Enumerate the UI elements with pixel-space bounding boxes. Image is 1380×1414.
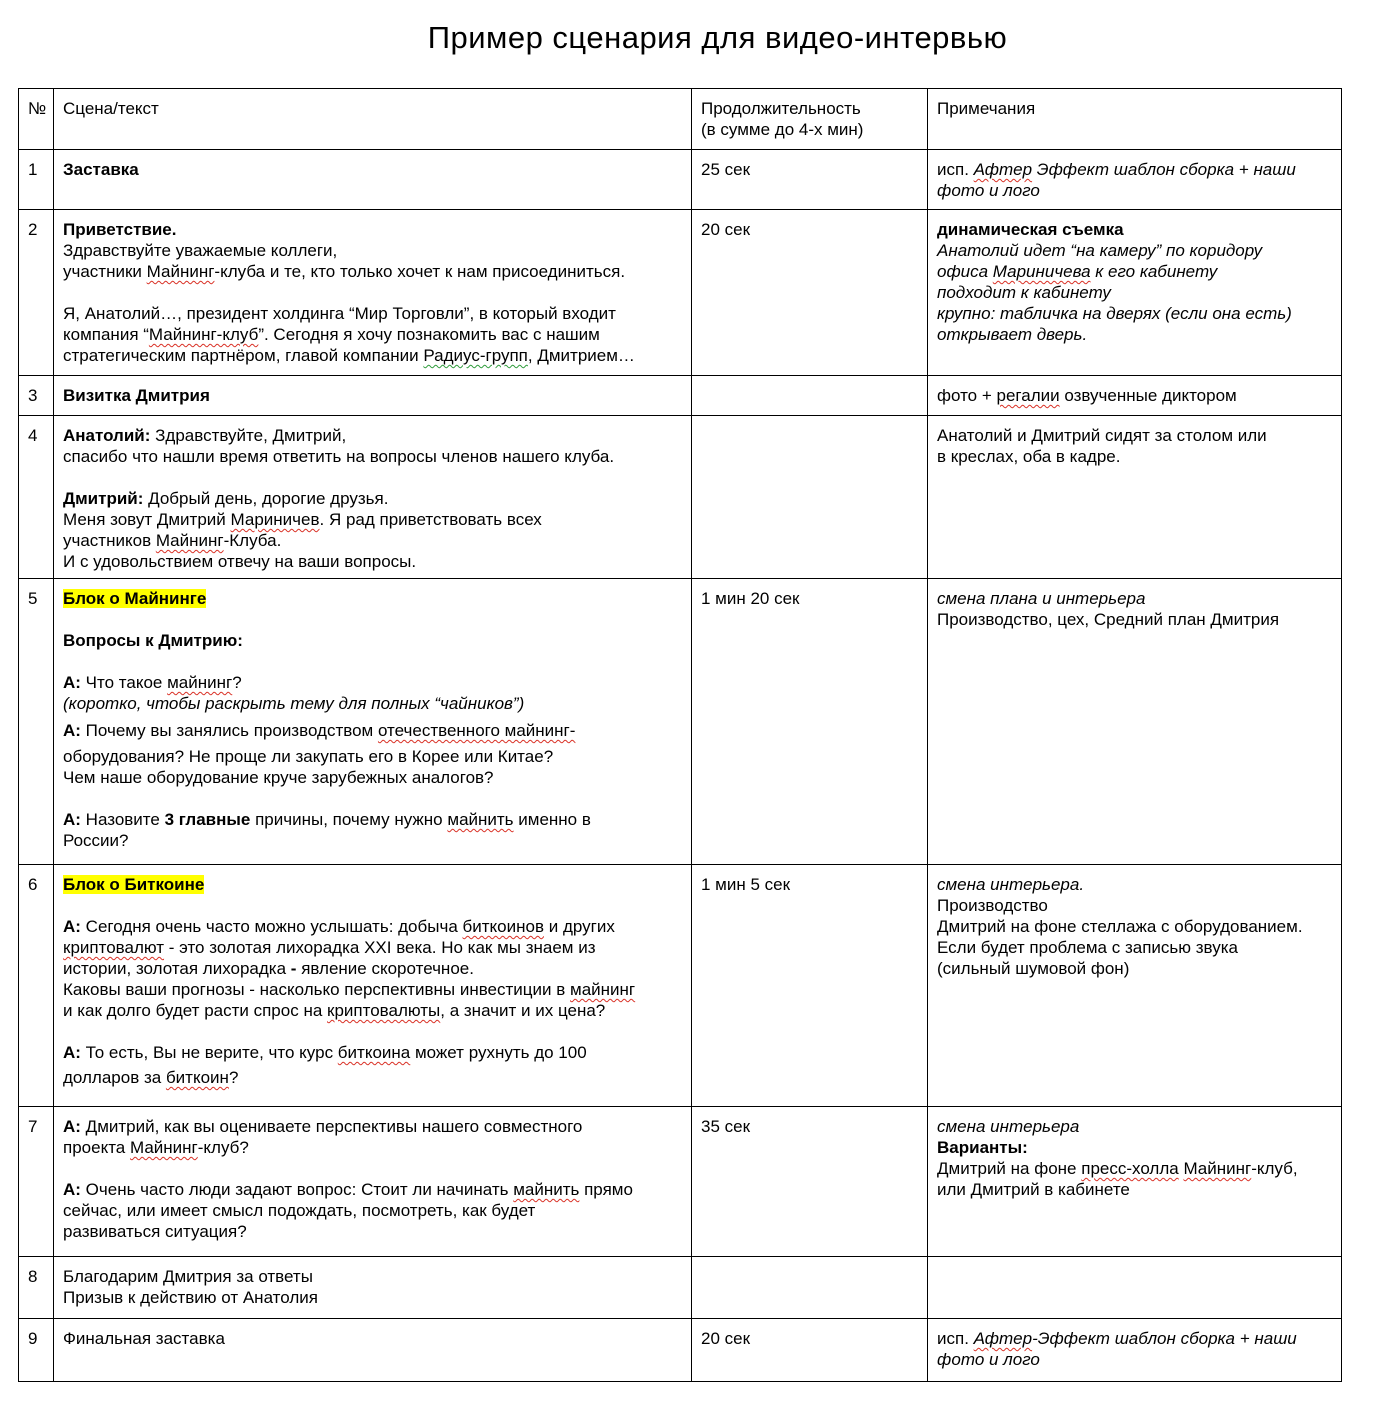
table-row	[19, 416, 1342, 579]
header-scene: Сцена/текст	[54, 89, 692, 150]
table-row	[19, 1257, 1342, 1319]
row-notes: динамическая съемка Анатолий идет “на камеру” по коридору офиса Мариничева к его кабинету подходит к кабинету крупно: табличка на дверях (если она есть) открывает дверь.	[928, 210, 1342, 376]
row-scene: Приветствие. Здравствуйте уважаемые коллеги, участники Майнинг-клуба и те, кто только хочет к нам присоединиться. Я, Анатолий…, президент холдинга “Мир Торговли”, в который входит компания “Майнинг-клуб”. Сегодня я хочу познакомить вас с нашим стратегическим партнёром, главой компании Радиус-групп, Дмитрием…	[54, 210, 692, 376]
row-num: 2	[19, 210, 54, 376]
row-scene: Благодарим Дмитрия за ответы Призыв к действию от Анатолия	[54, 1257, 692, 1319]
row-scene: Блок о Майнинге Вопросы к Дмитрию: А: Что такое майнинг? (коротко, чтобы раскрыть тему для полных “чайников”) А: Почему вы занялись производством отечественного майнинг- оборудования? Не проще ли закупать его в Корее или Китае? Чем наше оборудование круче зарубежных аналогов? А: Назовите 3 главные причины, почему нужно майнить именно в России?	[54, 579, 692, 865]
row-duration: 1 мин 20 сек	[692, 579, 928, 865]
header-num: №	[19, 89, 54, 150]
row-scene: Визитка Дмитрия	[54, 376, 692, 416]
row-duration	[692, 1257, 928, 1319]
header-notes: Примечания	[928, 89, 1342, 150]
table-row	[19, 376, 1342, 416]
page-title: Пример сценария для видео-интервью	[427, 20, 1008, 55]
table-row	[19, 865, 1342, 1107]
table-row	[19, 1319, 1342, 1382]
row-notes: смена интерьера Варианты: Дмитрий на фоне пресс-холла Майнинг-клуб, или Дмитрий в кабинете	[928, 1107, 1342, 1257]
row-notes	[928, 1257, 1342, 1319]
table-row	[19, 1107, 1342, 1257]
row-notes: исп. Афтер-Эффект шаблон сборка + наши фото и лого	[928, 1319, 1342, 1382]
row-scene: Заставка	[54, 150, 692, 210]
row-duration	[692, 416, 928, 579]
row-notes: исп. Афтер Эффект шаблон сборка + наши фото и лого	[928, 150, 1342, 210]
row-num: 6	[19, 865, 54, 1107]
table-header-row	[19, 89, 1342, 150]
row-scene: Анатолий: Здравствуйте, Дмитрий, спасибо что нашли время ответить на вопросы членов нашего клуба. Дмитрий: Добрый день, дорогие друзья. Меня зовут Дмитрий Мариничев. Я рад приветствовать всех участников Майнинг-Клуба. И с удовольствием отвечу на ваши вопросы.	[54, 416, 692, 579]
row-duration: 35 сек	[692, 1107, 928, 1257]
highlighted-block-title: Блок о Майнинге	[63, 589, 207, 608]
row-num: 7	[19, 1107, 54, 1257]
script-table	[18, 88, 1342, 1382]
row-num: 1	[19, 150, 54, 210]
row-scene: А: Дмитрий, как вы оцениваете перспективы нашего совместного проекта Майнинг-клуб? А: Очень часто люди задают вопрос: Стоит ли начинать майнить прямо сейчас, или имеет смысл подождать, посмотреть, как будет развиваться ситуация?	[54, 1107, 692, 1257]
highlighted-block-title: Блок о Биткоине	[63, 875, 205, 894]
table-row	[19, 579, 1342, 865]
row-scene: Блок о Биткоине А: Сегодня очень часто можно услышать: добыча биткоинов и других криптовалют - это золотая лихорадка XXI века. Но как мы знаем из истории, золотая лихорадка - явление скоротечное. Каковы ваши прогнозы - насколько перспективны инвестиции в майнинг и как долго будет расти спрос на криптовалюты, а значит и их цена? А: То есть, Вы не верите, что курс биткоина может рухнуть до 100 долларов за биткоин?	[54, 865, 692, 1107]
row-num: 3	[19, 376, 54, 416]
row-notes: фото + регалии озвученные диктором	[928, 376, 1342, 416]
row-duration: 1 мин 5 сек	[692, 865, 928, 1107]
row-scene: Финальная заставка	[54, 1319, 692, 1382]
row-duration: 20 сек	[692, 1319, 928, 1382]
row-num: 4	[19, 416, 54, 579]
row-num: 5	[19, 579, 54, 865]
row-duration: 20 сек	[692, 210, 928, 376]
row-duration	[692, 376, 928, 416]
row-num: 9	[19, 1319, 54, 1382]
header-duration: Продолжительность (в сумме до 4-х мин)	[692, 89, 928, 150]
row-num: 8	[19, 1257, 54, 1319]
row-duration: 25 сек	[692, 150, 928, 210]
row-notes: Анатолий и Дмитрий сидят за столом или в креслах, оба в кадре.	[928, 416, 1342, 579]
row-notes: смена интерьера. Производство Дмитрий на фоне стеллажа с оборудованием. Если будет проблема с записью звука (сильный шумовой фон)	[928, 865, 1342, 1107]
table-row	[19, 150, 1342, 210]
table-row	[19, 210, 1342, 376]
row-notes: смена плана и интерьера Производство, цех, Средний план Дмитрия	[928, 579, 1342, 865]
